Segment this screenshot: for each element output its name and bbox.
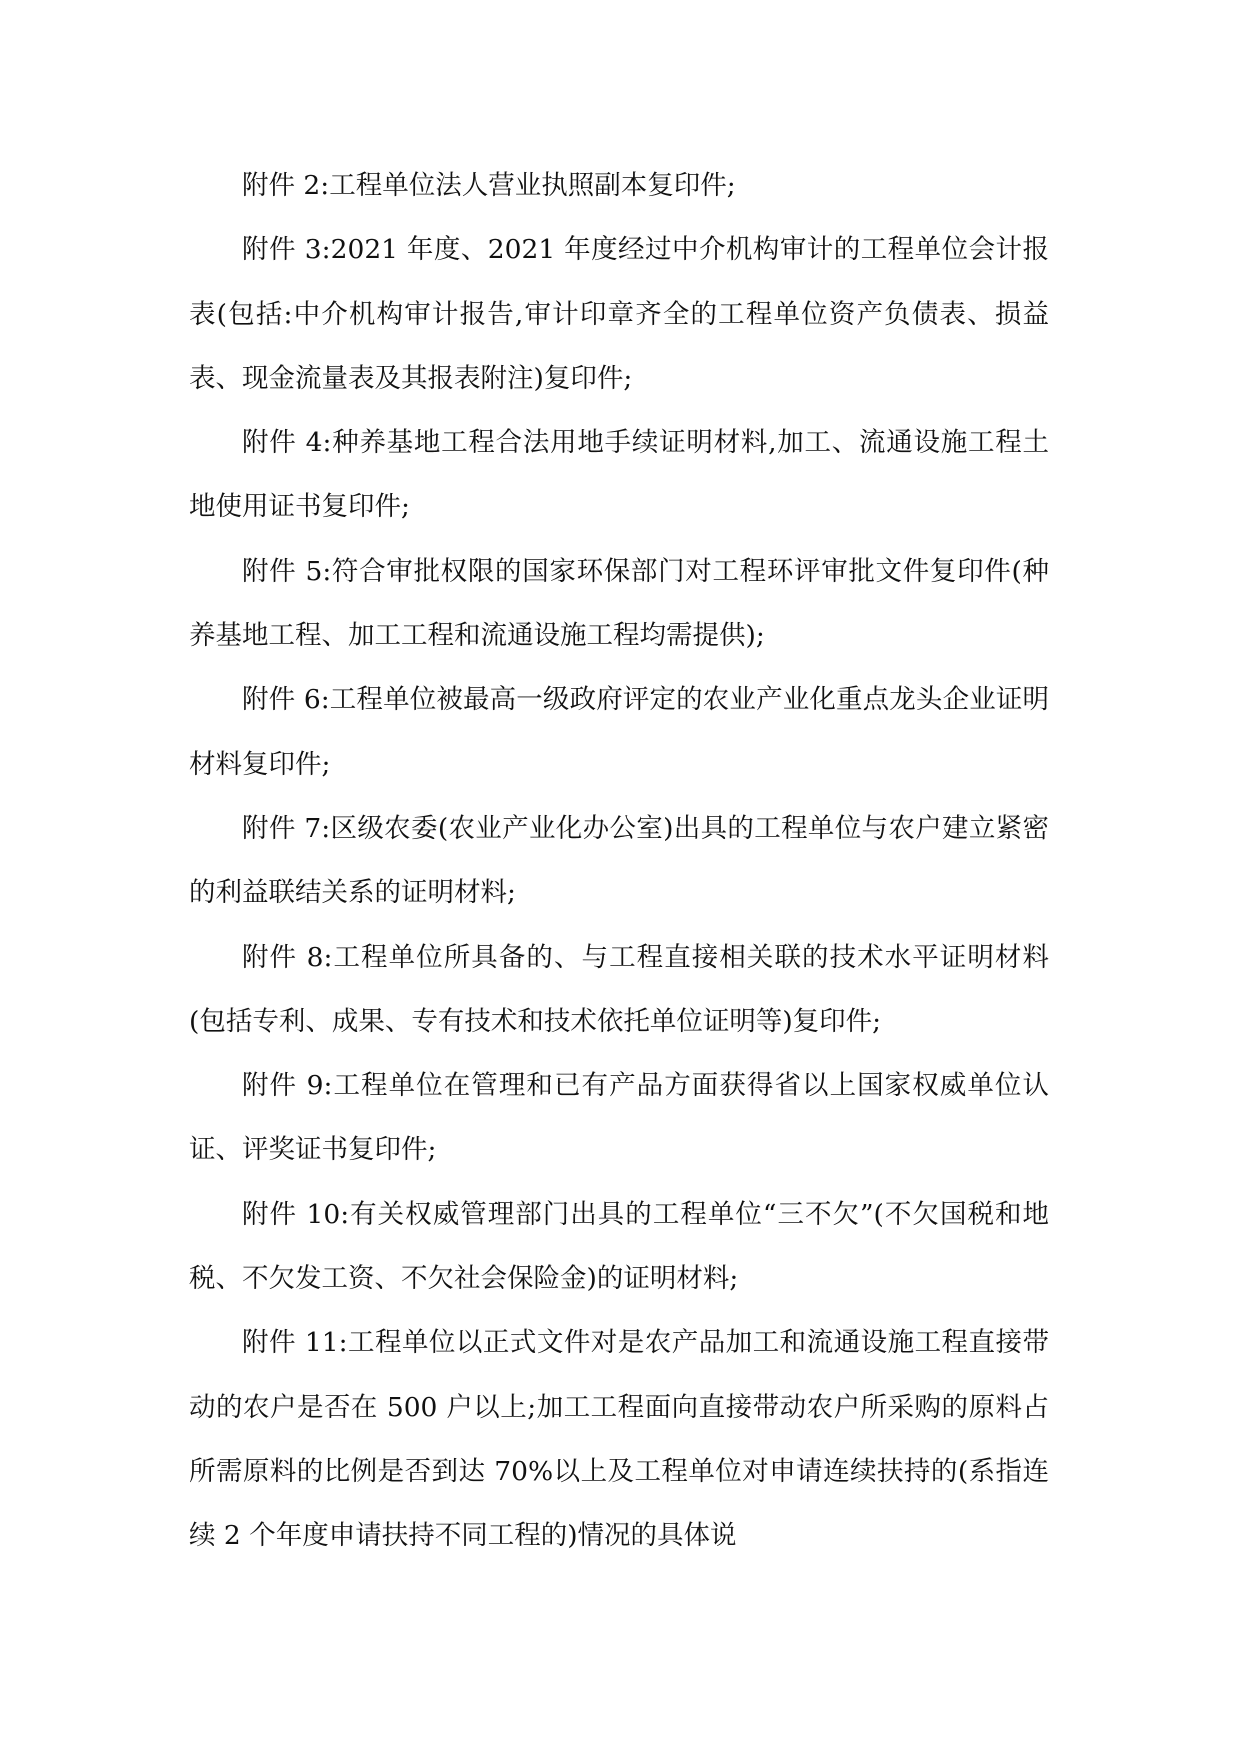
paragraph-attachment-11: 附件 11:工程单位以正式文件对是农产品加工和流通设施工程直接带动的农户是否在 500 户以上;加工工程面向直接带动农户所采购的原料占所需原料的比例是否到达 70%以上及工程单位对申请连续扶持的(系指连续 2 个年度申请扶持不同工程的)情况的具体说 xyxy=(189,1327,1049,1552)
paragraph-attachment-10: 附件 10:有关权威管理部门出具的工程单位“三不欠”(不欠国税和地税、不欠发工资、不欠社会保险金)的证明材料; xyxy=(189,1198,1049,1295)
document-body xyxy=(189,154,1049,1569)
paragraph-attachment-8: 附件 8:工程单位所具备的、与工程直接相关联的技术水平证明材料(包括专利、成果、专有技术和技术依托单位证明等)复印件; xyxy=(189,941,1049,1037)
paragraph-attachment-4: 附件 4:种养基地工程合法用地手续证明材料,加工、流通设施工程土地使用证书复印件; xyxy=(189,427,1049,523)
paragraph-attachment-5: 附件 5:符合审批权限的国家环保部门对工程环评审批文件复印件(种养基地工程、加工工程和流通设施工程均需提供); xyxy=(189,555,1049,652)
paragraph-attachment-2: 附件 2:工程单位法人营业执照副本复印件; xyxy=(242,170,736,201)
paragraph-attachment-6: 附件 6:工程单位被最高一级政府评定的农业产业化重点龙头企业证明材料复印件; xyxy=(189,684,1049,780)
paragraph-attachment-3: 附件 3:2021 年度、2021 年度经过中介机构审计的工程单位会计报表(包括:中介机构审计报告,审计印章齐全的工程单位资产负债表、损益表、现金流量表及其报表附注)复印件; xyxy=(189,234,1049,394)
paragraph-attachment-9: 附件 9:工程单位在管理和已有产品方面获得省以上国家权威单位认证、评奖证书复印件; xyxy=(189,1070,1049,1166)
paragraph-attachment-7: 附件 7:区级农委(农业产业化办公室)出具的工程单位与农户建立紧密的利益联结关系的证明材料; xyxy=(189,812,1049,909)
